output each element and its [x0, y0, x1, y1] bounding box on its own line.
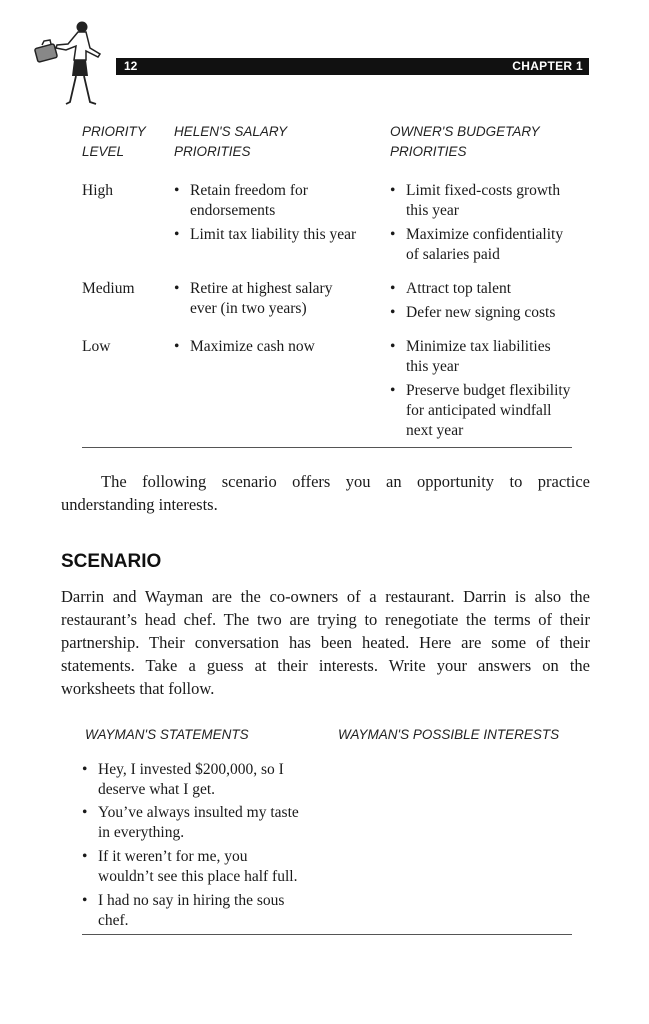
wayman-statement: • Hey, I invested $200,000, so I deserve what I get.	[82, 760, 284, 800]
section-heading: SCENARIO	[61, 551, 162, 572]
helen-priority-item: • Limit tax liability this year	[174, 225, 356, 245]
owner-priority-item: • Preserve budget flexibility for anticipated windfall next year	[390, 381, 570, 441]
page-header-bar	[116, 58, 589, 75]
priority-level-medium: Medium	[82, 280, 135, 297]
table-divider	[82, 934, 572, 935]
col-header-wayman-interests: WAYMAN'S POSSIBLE INTERESTS	[338, 727, 560, 742]
owner-priority-item: • Maximize confidentiality of salaries paid	[390, 225, 563, 265]
col-header-helen-priorities: HELEN'S SALARY PRIORITIES	[174, 124, 288, 159]
table-divider	[82, 447, 572, 448]
wayman-statement: • You’ve always insulted my taste in everything.	[82, 803, 299, 843]
helen-priority-item: • Retire at highest salary ever (in two years)	[174, 279, 332, 319]
col-header-priority-level: PRIORITY LEVEL	[82, 124, 146, 159]
scenario-paragraph: Darrin and Wayman are the co-owners of a restaurant. Darrin is also the restaurant’s head chef. The two are trying to renegotiate the terms of their partnership. Their conversation has been heated. Here are some of their statements. Take a guess at their interests. Write your answers on the worksheets that follow.	[61, 587, 590, 698]
owner-priority-item: • Defer new signing costs	[390, 303, 555, 323]
intro-paragraph: The following scenario offers you an opportunity to practice understanding interests.	[61, 472, 590, 514]
helen-priority-item: • Retain freedom for endorsements	[174, 181, 308, 221]
wayman-statement: • I had no say in hiring the sous chef.	[82, 891, 284, 931]
owner-priority-item: • Limit fixed-costs growth this year	[390, 181, 560, 221]
chapter-label: CHAPTER 1	[512, 59, 583, 73]
priority-level-high: High	[82, 182, 113, 199]
helen-priority-item: • Maximize cash now	[174, 337, 315, 357]
wayman-statement: • If it weren’t for me, you wouldn’t see this place half full.	[82, 847, 297, 887]
page-number: 12	[124, 59, 138, 73]
owner-priority-item: • Minimize tax liabilities this year	[390, 337, 551, 377]
businesswoman-icon	[26, 18, 110, 110]
owner-priority-item: • Attract top talent	[390, 279, 511, 299]
priority-level-low: Low	[82, 338, 111, 355]
col-header-owner-priorities: OWNER'S BUDGETARY PRIORITIES	[390, 124, 540, 159]
col-header-wayman-statements: WAYMAN'S STATEMENTS	[85, 727, 249, 742]
